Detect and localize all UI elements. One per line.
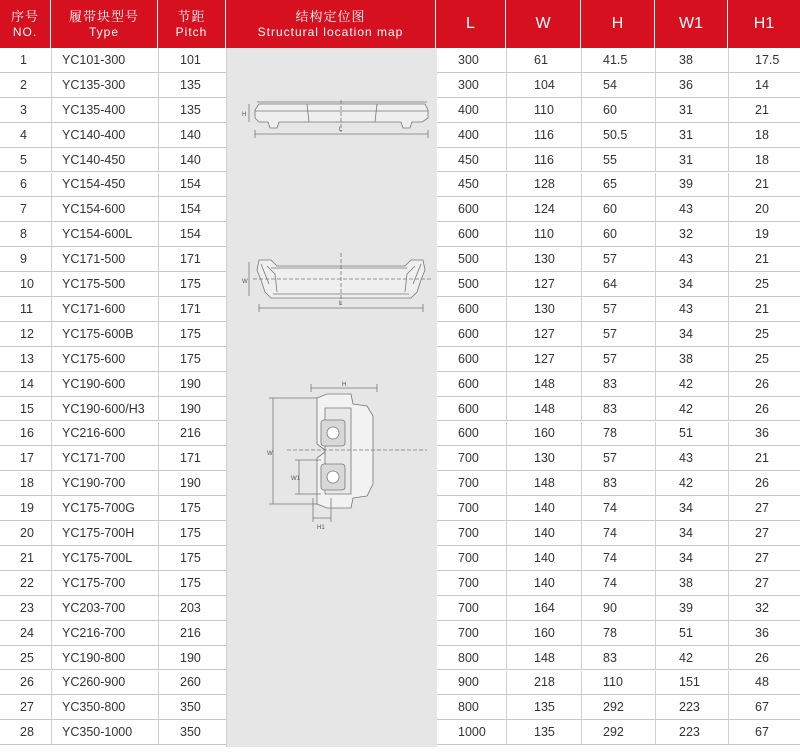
cell-w1: 34: [655, 521, 728, 546]
cell-l: 800: [436, 695, 506, 720]
cell-no: 5: [0, 148, 51, 173]
cell-h: 78: [581, 621, 655, 646]
drawing-cross-W1-label: W1: [291, 476, 300, 482]
cell-h1: 67: [728, 695, 800, 720]
cell-w1: 151: [655, 671, 728, 696]
cell-h1: 48: [728, 671, 800, 696]
cell-w: 127: [506, 322, 581, 347]
cell-w1: 38: [655, 347, 728, 372]
cell-w1: 32: [655, 222, 728, 247]
cell-h: 54: [581, 73, 655, 98]
cell-w: 61: [506, 48, 581, 73]
cell-no: 10: [0, 272, 51, 297]
drawing-cross-H1-label: H1: [317, 525, 325, 531]
cell-l: 700: [436, 571, 506, 596]
cell-w1: 31: [655, 123, 728, 148]
cell-h: 83: [581, 397, 655, 422]
cell-pitch: 190: [158, 471, 226, 496]
cell-pitch: 175: [158, 272, 226, 297]
cell-l: 450: [436, 173, 506, 198]
cell-h1: 25: [728, 322, 800, 347]
cell-l: 600: [436, 222, 506, 247]
cell-type: YC135-400: [51, 98, 158, 123]
cell-h: 60: [581, 197, 655, 222]
cell-type: YC140-400: [51, 123, 158, 148]
cell-h1: 21: [728, 98, 800, 123]
cell-h: 110: [581, 671, 655, 696]
cell-h1: 36: [728, 621, 800, 646]
cell-pitch: 140: [158, 148, 226, 173]
cell-w1: 42: [655, 397, 728, 422]
header-pitch-en: Pitch: [175, 24, 208, 39]
cell-l: 600: [436, 297, 506, 322]
drawing-top-L-label: L: [339, 127, 343, 133]
cell-no: 7: [0, 197, 51, 222]
header-type-zh: 履带块型号: [68, 8, 139, 24]
cell-w: 148: [506, 471, 581, 496]
cell-w: 130: [506, 446, 581, 471]
cell-w1: 34: [655, 272, 728, 297]
cell-w1: 36: [655, 73, 728, 98]
cell-w: 160: [506, 422, 581, 447]
cell-w1: 34: [655, 546, 728, 571]
cell-l: 700: [436, 546, 506, 571]
cell-w1: 223: [655, 720, 728, 745]
cell-w: 128: [506, 173, 581, 198]
header-map-zh: 结构定位图: [295, 8, 366, 24]
cell-h: 74: [581, 496, 655, 521]
cell-h1: 14: [728, 73, 800, 98]
cell-w: 160: [506, 621, 581, 646]
cell-no: 28: [0, 720, 51, 745]
header-no: [0, 0, 51, 48]
cell-no: 25: [0, 646, 51, 671]
cell-h1: 67: [728, 720, 800, 745]
cell-no: 21: [0, 546, 51, 571]
cell-h1: 18: [728, 148, 800, 173]
cell-h1: 27: [728, 546, 800, 571]
cell-l: 600: [436, 422, 506, 447]
cell-h1: 21: [728, 297, 800, 322]
cell-w1: 31: [655, 98, 728, 123]
cell-pitch: 140: [158, 123, 226, 148]
cell-w: 110: [506, 222, 581, 247]
cell-no: 14: [0, 372, 51, 397]
cell-pitch: 260: [158, 671, 226, 696]
cell-w: 116: [506, 148, 581, 173]
cell-w: 218: [506, 671, 581, 696]
cell-pitch: 171: [158, 446, 226, 471]
cell-w: 130: [506, 247, 581, 272]
header-L: [436, 0, 506, 48]
cell-no: 2: [0, 73, 51, 98]
cell-no: 6: [0, 173, 51, 198]
header-W-label: W: [535, 15, 551, 32]
cell-w: 127: [506, 272, 581, 297]
cell-h: 50.5: [581, 123, 655, 148]
cell-type: YC175-600B: [51, 322, 158, 347]
table-header: [0, 0, 800, 48]
cell-h: 74: [581, 571, 655, 596]
cell-l: 700: [436, 521, 506, 546]
header-type-en: Type: [88, 24, 119, 39]
cell-h: 83: [581, 372, 655, 397]
structural-map-drawings: [227, 48, 437, 747]
cell-pitch: 171: [158, 247, 226, 272]
cell-w: 148: [506, 372, 581, 397]
cell-type: YC203-700: [51, 596, 158, 621]
header-map-en: Structural location map: [257, 24, 404, 39]
cell-l: 400: [436, 98, 506, 123]
cell-h1: 26: [728, 471, 800, 496]
drawing-cross-H-label: H: [342, 382, 347, 388]
cell-h1: 21: [728, 173, 800, 198]
cell-h1: 36: [728, 422, 800, 447]
cell-w1: 34: [655, 322, 728, 347]
cell-pitch: 154: [158, 222, 226, 247]
cell-l: 700: [436, 496, 506, 521]
cell-pitch: 154: [158, 197, 226, 222]
header-type: [51, 0, 158, 48]
cell-type: YC216-600: [51, 422, 158, 447]
header-map: [226, 0, 436, 48]
cell-w: 148: [506, 646, 581, 671]
cell-w: 135: [506, 720, 581, 745]
header-L-label: L: [466, 15, 475, 32]
cell-w: 130: [506, 297, 581, 322]
cell-type: YC175-700L: [51, 546, 158, 571]
cell-h1: 27: [728, 496, 800, 521]
cell-h1: 17.5: [728, 48, 800, 73]
cell-pitch: 135: [158, 98, 226, 123]
cell-h1: 26: [728, 646, 800, 671]
cell-l: 500: [436, 272, 506, 297]
cell-h: 292: [581, 695, 655, 720]
cell-w1: 43: [655, 247, 728, 272]
cell-type: YC175-700: [51, 571, 158, 596]
cell-type: YC171-700: [51, 446, 158, 471]
cell-no: 8: [0, 222, 51, 247]
cell-pitch: 216: [158, 422, 226, 447]
cell-pitch: 175: [158, 322, 226, 347]
cell-h: 64: [581, 272, 655, 297]
drawing-cross-W-label: W: [267, 451, 273, 457]
cell-no: 15: [0, 397, 51, 422]
cell-h: 292: [581, 720, 655, 745]
cell-w1: 43: [655, 446, 728, 471]
cell-l: 450: [436, 148, 506, 173]
cell-no: 27: [0, 695, 51, 720]
cell-l: 600: [436, 347, 506, 372]
cell-h: 57: [581, 322, 655, 347]
cell-type: YC140-450: [51, 148, 158, 173]
cell-h: 74: [581, 546, 655, 571]
cell-w: 148: [506, 397, 581, 422]
cell-l: 400: [436, 123, 506, 148]
cell-no: 1: [0, 48, 51, 73]
header-W1-label: W1: [679, 15, 703, 32]
cell-l: 600: [436, 372, 506, 397]
cell-l: 300: [436, 48, 506, 73]
cell-w1: 39: [655, 173, 728, 198]
cell-h: 83: [581, 646, 655, 671]
cell-h: 60: [581, 222, 655, 247]
cell-no: 17: [0, 446, 51, 471]
cell-w: 124: [506, 197, 581, 222]
cell-w: 140: [506, 571, 581, 596]
cell-w1: 43: [655, 197, 728, 222]
cell-h: 78: [581, 422, 655, 447]
cell-type: YC190-600: [51, 372, 158, 397]
cell-pitch: 154: [158, 173, 226, 198]
cell-type: YC154-600L: [51, 222, 158, 247]
cell-w1: 42: [655, 471, 728, 496]
cell-no: 23: [0, 596, 51, 621]
drawing-top-H-label: H: [242, 112, 247, 118]
cell-l: 800: [436, 646, 506, 671]
cell-type: YC350-1000: [51, 720, 158, 745]
cell-w1: 51: [655, 422, 728, 447]
cell-l: 1000: [436, 720, 506, 745]
cell-h1: 19: [728, 222, 800, 247]
cell-type: YC216-700: [51, 621, 158, 646]
cell-h1: 27: [728, 521, 800, 546]
cell-h: 83: [581, 471, 655, 496]
cell-pitch: 171: [158, 297, 226, 322]
cell-w1: 223: [655, 695, 728, 720]
cell-no: 3: [0, 98, 51, 123]
cell-h1: 27: [728, 571, 800, 596]
drawing-side-L-label: L: [339, 301, 343, 307]
cell-h: 57: [581, 446, 655, 471]
cell-w: 140: [506, 546, 581, 571]
cell-type: YC101-300: [51, 48, 158, 73]
cell-no: 9: [0, 247, 51, 272]
cell-w: 164: [506, 596, 581, 621]
cell-type: YC190-800: [51, 646, 158, 671]
cell-w1: 43: [655, 297, 728, 322]
cell-w: 140: [506, 521, 581, 546]
cell-no: 22: [0, 571, 51, 596]
cell-w1: 51: [655, 621, 728, 646]
cell-w1: 38: [655, 571, 728, 596]
cell-w: 140: [506, 496, 581, 521]
cell-type: YC190-600/H3: [51, 397, 158, 422]
header-H: [581, 0, 655, 48]
cell-pitch: 175: [158, 496, 226, 521]
drawing-cross-section: [269, 384, 427, 522]
cell-w: 104: [506, 73, 581, 98]
cell-h: 41.5: [581, 48, 655, 73]
cell-no: 26: [0, 671, 51, 696]
drawing-side-W-label: W: [242, 279, 248, 285]
cell-no: 12: [0, 322, 51, 347]
cell-type: YC171-600: [51, 297, 158, 322]
cell-type: YC154-450: [51, 173, 158, 198]
cell-h: 57: [581, 247, 655, 272]
cell-type: YC190-700: [51, 471, 158, 496]
header-W1: [655, 0, 728, 48]
cell-l: 700: [436, 596, 506, 621]
cell-no: 20: [0, 521, 51, 546]
header-H1: [728, 0, 800, 48]
header-pitch: [158, 0, 226, 48]
cell-w1: 39: [655, 596, 728, 621]
cell-type: YC260-900: [51, 671, 158, 696]
cell-w: 135: [506, 695, 581, 720]
cell-h: 74: [581, 521, 655, 546]
cell-h1: 20: [728, 197, 800, 222]
cell-l: 600: [436, 322, 506, 347]
cell-l: 700: [436, 471, 506, 496]
cell-w1: 42: [655, 646, 728, 671]
cell-type: YC175-700G: [51, 496, 158, 521]
cell-l: 300: [436, 73, 506, 98]
cell-type: YC175-500: [51, 272, 158, 297]
cell-w1: 31: [655, 148, 728, 173]
cell-pitch: 203: [158, 596, 226, 621]
cell-no: 13: [0, 347, 51, 372]
header-no-en: NO.: [12, 24, 38, 39]
header-no-zh: 序号: [10, 8, 39, 24]
cell-l: 700: [436, 621, 506, 646]
structural-map-column: [226, 48, 437, 747]
cell-pitch: 350: [158, 720, 226, 745]
cell-h1: 25: [728, 347, 800, 372]
cell-no: 19: [0, 496, 51, 521]
cell-pitch: 190: [158, 646, 226, 671]
cell-no: 4: [0, 123, 51, 148]
cell-type: YC175-700H: [51, 521, 158, 546]
cell-no: 16: [0, 422, 51, 447]
cell-no: 24: [0, 621, 51, 646]
cell-w1: 42: [655, 372, 728, 397]
cell-h: 55: [581, 148, 655, 173]
cell-h1: 25: [728, 272, 800, 297]
cell-pitch: 175: [158, 347, 226, 372]
cell-type: YC135-300: [51, 73, 158, 98]
cell-type: YC171-500: [51, 247, 158, 272]
cell-h: 65: [581, 173, 655, 198]
cell-type: YC175-600: [51, 347, 158, 372]
cell-pitch: 175: [158, 546, 226, 571]
cell-l: 900: [436, 671, 506, 696]
cell-h1: 26: [728, 397, 800, 422]
header-H-label: H: [611, 15, 624, 32]
header-H1-label: H1: [753, 15, 775, 32]
cell-type: YC350-800: [51, 695, 158, 720]
cell-h: 57: [581, 297, 655, 322]
cell-h1: 18: [728, 123, 800, 148]
cell-pitch: 216: [158, 621, 226, 646]
cell-pitch: 135: [158, 73, 226, 98]
cell-l: 600: [436, 397, 506, 422]
cell-w: 116: [506, 123, 581, 148]
cell-l: 600: [436, 197, 506, 222]
cell-pitch: 101: [158, 48, 226, 73]
cell-pitch: 190: [158, 397, 226, 422]
cell-h1: 32: [728, 596, 800, 621]
cell-no: 11: [0, 297, 51, 322]
cell-pitch: 190: [158, 372, 226, 397]
cell-l: 500: [436, 247, 506, 272]
header-W: [506, 0, 581, 48]
cell-h1: 21: [728, 247, 800, 272]
cell-pitch: 175: [158, 571, 226, 596]
cell-pitch: 350: [158, 695, 226, 720]
cell-h: 57: [581, 347, 655, 372]
cell-w1: 38: [655, 48, 728, 73]
cell-h1: 26: [728, 372, 800, 397]
header-pitch-zh: 节距: [177, 8, 206, 24]
cell-no: 18: [0, 471, 51, 496]
cell-type: YC154-600: [51, 197, 158, 222]
cell-h: 60: [581, 98, 655, 123]
cell-pitch: 175: [158, 521, 226, 546]
cell-l: 700: [436, 446, 506, 471]
cell-w1: 34: [655, 496, 728, 521]
cell-h: 90: [581, 596, 655, 621]
cell-w: 110: [506, 98, 581, 123]
cell-h1: 21: [728, 446, 800, 471]
cell-w: 127: [506, 347, 581, 372]
